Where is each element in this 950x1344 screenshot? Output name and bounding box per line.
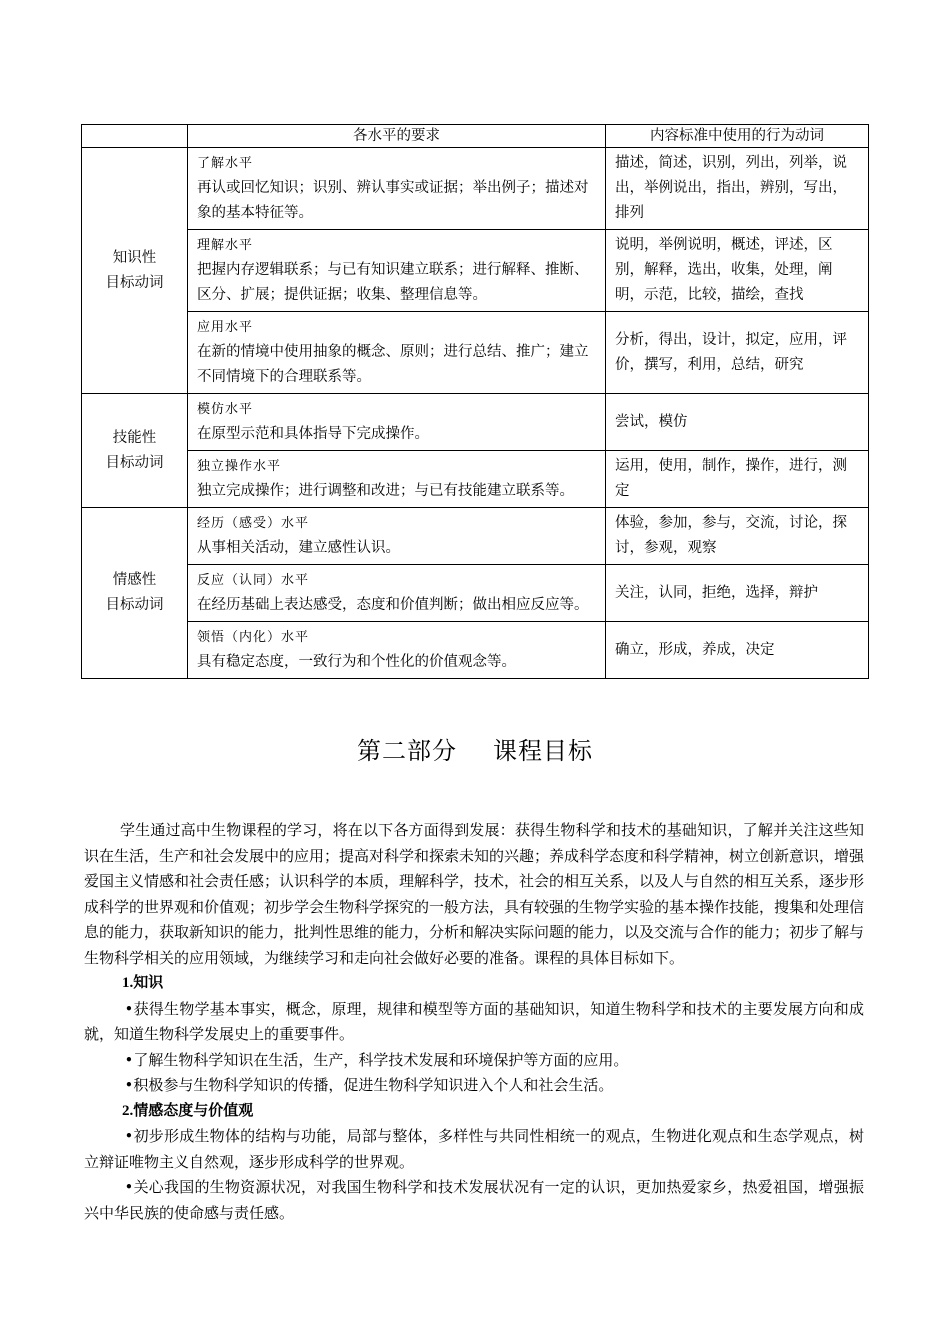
level-name: 经历（感受）水平	[197, 516, 310, 531]
requirement-cell	[188, 622, 606, 679]
verb-standards-table	[81, 124, 869, 679]
header-requirements: 各水平的要求	[188, 125, 606, 148]
table-row	[82, 622, 869, 679]
list-item: •初步形成生物体的结构与功能，局部与整体，多样性与共同性相统一的观点，生物进化观点和生态学观点，树立辩证唯物主义自然观，逐步形成科学的世界观。	[84, 1127, 864, 1171]
verbs-cell: 运用，使用，制作，操作，进行，测定	[606, 451, 869, 508]
requirement-cell	[188, 451, 606, 508]
level-desc: 再认或回忆知识；识别、辨认事实或证据；举出例子；描述对象的基本特征等。	[197, 180, 589, 221]
table-row	[82, 312, 869, 394]
verbs-cell: 描述，简述，识别，列出，列举，说出，举例说出，指出，辨别，写出，排列	[606, 148, 869, 230]
level-name: 理解水平	[197, 238, 254, 253]
level-desc: 在经历基础上表达感受，态度和价值判断；做出相应反应等。	[197, 597, 589, 613]
requirement-cell	[188, 508, 606, 565]
category-emotion: 情感性 目标动词	[82, 508, 188, 679]
level-name: 模仿水平	[197, 402, 254, 417]
level-desc: 在新的情境中使用抽象的概念、原则；进行总结、推广；建立不同情境下的合理联系等。	[197, 344, 589, 385]
table-row	[82, 451, 869, 508]
table-row	[82, 148, 869, 230]
level-desc: 在原型示范和具体指导下完成操作。	[197, 426, 429, 442]
verbs-cell: 关注，认同，拒绝，选择，辩护	[606, 565, 869, 622]
list-item: •获得生物学基本事实，概念，原理，规律和模型等方面的基础知识，知道生物科学和技术的主要发展方向和成就，知道生物科学发展史上的重要事件。	[84, 999, 864, 1043]
section-heading	[0, 731, 950, 766]
table-row	[82, 508, 869, 565]
level-name: 反应（认同）水平	[197, 573, 310, 588]
header-blank	[82, 125, 188, 148]
verbs-cell: 体验，参加，参与，交流，讨论，探讨，参观，观察	[606, 508, 869, 565]
level-name: 领悟（内化）水平	[197, 630, 310, 645]
table-row	[82, 394, 869, 451]
verbs-cell: 分析，得出，设计，拟定，应用，评价，撰写，利用，总结，研究	[606, 312, 869, 394]
header-verbs: 内容标准中使用的行为动词	[606, 125, 869, 148]
section-title: 课程目标	[493, 737, 593, 765]
level-desc: 把握内存逻辑联系；与已有知识建立联系；进行解释、推断、区分、扩展；提供证据；收集、整理信息等。	[197, 262, 589, 303]
category-knowledge: 知识性 目标动词	[82, 148, 188, 394]
level-desc: 独立完成操作；进行调整和改进；与已有技能建立联系等。	[197, 483, 574, 499]
intro-paragraph: 学生通过高中生物课程的学习，将在以下各方面得到发展：获得生物科学和技术的基础知识，了解并关注这些知识在生活，生产和社会发展中的应用；提高对科学和探索未知的兴趣；养成科学态度和科学精神，树立创新意识，增强爱国主义情感和社会责任感；认识科学的本质，理解科学，技术，社会的相互关系，以及人与自然的相互关系，逐步形成科学的世界观和价值观；初步学会生物科学探究的一般方法，具有较强的生物学实验的基本操作技能，搜集和处理信息的能力，获取新知识的能力，批判性思维的能力，分析和解决实际问题的能力，以及交流与合作的能力；初步了解与生物科学相关的应用领域，为继续学习和走向社会做好必要的准备。课程的具体目标如下。	[84, 821, 865, 967]
table-row	[82, 230, 869, 312]
table-header-row	[82, 125, 869, 148]
list-item: •关心我国的生物资源状况，对我国生物科学和技术发展状况有一定的认识，更加热爱家乡，热爱祖国，增强振兴中华民族的使命感与责任感。	[84, 1178, 864, 1222]
course-goals-text	[84, 818, 864, 1226]
level-name: 独立操作水平	[197, 459, 282, 474]
level-desc: 具有稳定态度，一致行为和个性化的价值观念等。	[197, 654, 516, 670]
list-item: •积极参与生物科学知识的传播，促进生物科学知识进入个人和社会生活。	[124, 1076, 614, 1094]
requirement-cell	[188, 148, 606, 230]
level-name: 应用水平	[197, 320, 254, 335]
level-desc: 从事相关活动，建立感性认识。	[197, 540, 400, 556]
emotion-heading: 2.情感态度与价值观	[122, 1102, 254, 1119]
requirement-cell	[188, 565, 606, 622]
level-name: 了解水平	[197, 156, 254, 171]
category-skill: 技能性 目标动词	[82, 394, 188, 508]
verbs-cell: 尝试，模仿	[606, 394, 869, 451]
table-row	[82, 565, 869, 622]
requirement-cell	[188, 230, 606, 312]
requirement-cell	[188, 394, 606, 451]
requirement-cell	[188, 312, 606, 394]
list-item: •了解生物科学知识在生活，生产，科学技术发展和环境保护等方面的应用。	[124, 1050, 629, 1069]
verbs-cell: 说明，举例说明，概述，评述，区别，解释，选出，收集，处理，阐明，示范，比较，描绘，查找	[606, 230, 869, 312]
section-part: 第二部分	[357, 737, 457, 765]
knowledge-heading: 1.知识	[122, 975, 164, 991]
verbs-cell: 确立，形成，养成，决定	[606, 622, 869, 679]
